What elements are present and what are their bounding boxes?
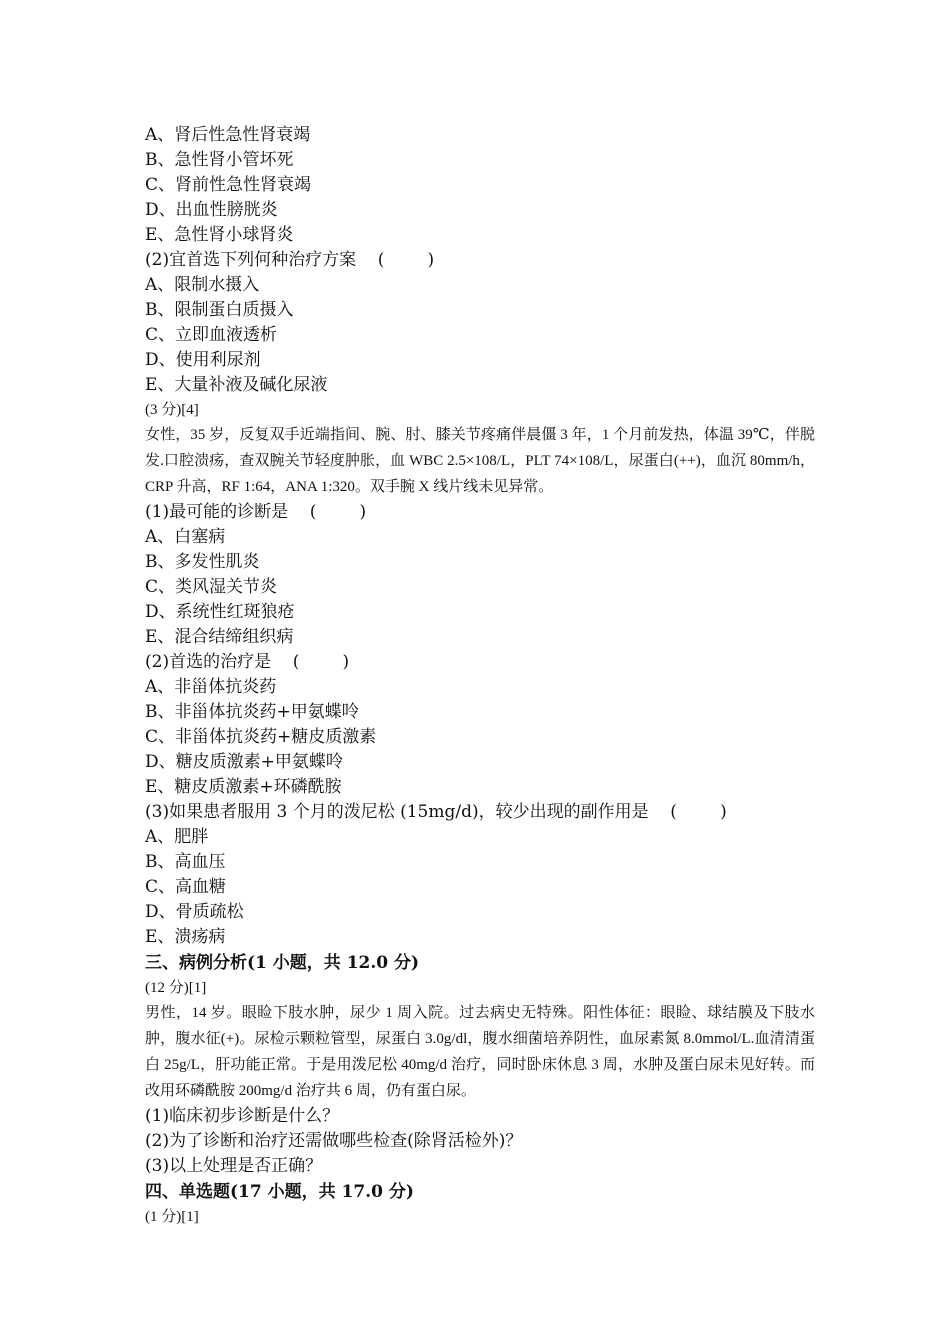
option-c: C、类风湿关节炎 xyxy=(145,577,278,597)
option-e: E、急性肾小球肾炎 xyxy=(145,225,294,245)
option-c: C、立即血液透析 xyxy=(145,325,278,345)
question-score: (12 分)[1] xyxy=(145,980,207,996)
option-a: A、限制水摄入 xyxy=(145,275,260,295)
option-d: D、骨质疏松 xyxy=(145,902,244,922)
section-heading: 四、单选题(17 小题，共 17.0 分) xyxy=(145,1182,414,1202)
option-d: D、出血性膀胱炎 xyxy=(145,200,278,220)
question-2: (2)首选的治疗是 ( ) xyxy=(145,652,350,672)
question-3: (3)以上处理是否正确？ xyxy=(145,1156,323,1176)
question-2: (2)为了诊断和治疗还需做哪些检查(除肾活检外)？ xyxy=(145,1131,523,1151)
option-a: A、白塞病 xyxy=(145,527,226,547)
option-e: E、糖皮质激素+环磷酰胺 xyxy=(145,777,342,797)
question-1: (1)最可能的诊断是 ( ) xyxy=(145,502,367,522)
option-c: C、肾前性急性肾衰竭 xyxy=(145,175,312,195)
question-2: (2)宜首选下列何种治疗方案 ( ) xyxy=(145,250,435,270)
question-3: (3)如果患者服用 3 个月的泼尼松 (15mg/d)，较少出现的副作用是 ( ) xyxy=(145,802,727,822)
option-e: E、溃疡病 xyxy=(145,927,226,947)
option-d: D、糖皮质激素+甲氨蝶呤 xyxy=(145,752,343,772)
option-e: E、大量补液及碱化尿液 xyxy=(145,375,328,395)
option-a: A、肾后性急性肾衰竭 xyxy=(145,125,311,145)
document-content xyxy=(145,123,815,1229)
option-d: D、系统性红斑狼疮 xyxy=(145,602,295,622)
option-a: A、肥胖 xyxy=(145,827,209,847)
option-e: E、混合结缔组织病 xyxy=(145,627,294,647)
option-b: B、非甾体抗炎药+甲氨蝶呤 xyxy=(145,702,359,722)
option-a: A、非甾体抗炎药 xyxy=(145,677,277,697)
option-d: D、使用利尿剂 xyxy=(145,350,261,370)
option-b: B、多发性肌炎 xyxy=(145,552,260,572)
option-b: B、急性肾小管坏死 xyxy=(145,150,294,170)
case-stem: 女性，35 岁，反复双手近端指间、腕、肘、膝关节疼痛伴晨僵 3 年，1 个月前发热，体温 39℃，伴脱发.口腔溃疡，查双腕关节轻度肿胀，血 WBC 2.5×108/L，PLT 74×108/L，尿蛋白(++)，血沉 80mm/h，CRP 升高，RF 1:64，ANA 1:320。双手腕 X 线片线未见异常。 xyxy=(145,427,815,495)
case-stem: 男性，14 岁。眼睑下肢水肿，尿少 1 周入院。过去病史无特殊。阳性体征：眼睑、球结膜及下肢水肿，腹水征(+)。尿检示颗粒管型，尿蛋白 3.0g/dl，腹水细菌培养阴性，血尿素氮 8.0mmol/L.血清清蛋白 25g/L，肝功能正常。于是用泼尼松 40mg/d 治疗，同时卧床休息 3 周，水肿及蛋白尿未见好转。而改用环磷酰胺 200mg/d 治疗共 6 周，仍有蛋白尿。 xyxy=(145,1005,815,1099)
option-c: C、非甾体抗炎药+糖皮质激素 xyxy=(145,727,377,747)
question-1: (1)临床初步诊断是什么？ xyxy=(145,1106,340,1126)
question-score: (1 分)[1] xyxy=(145,1209,199,1225)
question-score: (3 分)[4] xyxy=(145,402,199,418)
option-c: C、高血糖 xyxy=(145,877,227,897)
option-b: B、高血压 xyxy=(145,852,226,872)
section-heading: 三、病例分析(1 小题，共 12.0 分) xyxy=(145,953,420,973)
option-b: B、限制蛋白质摄入 xyxy=(145,300,294,320)
